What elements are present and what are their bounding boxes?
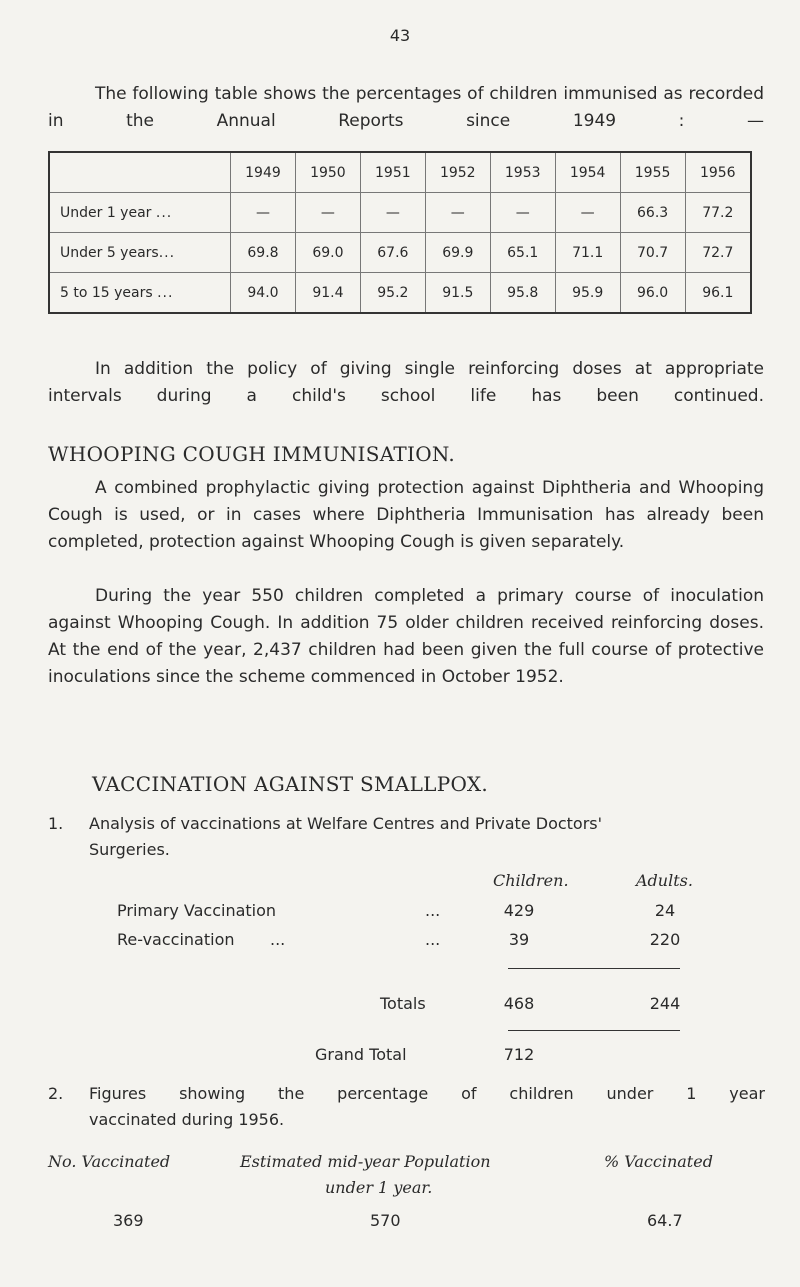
subtotal-rule [508, 968, 680, 969]
year-header: 1949 [231, 152, 296, 193]
table-corner-cell [49, 152, 231, 193]
leader-dots: ... [270, 930, 286, 949]
year-header: 1952 [425, 152, 490, 193]
section-2-text-line1: Figures showing the percentage of children under 1 year [89, 1084, 765, 1103]
value-number-vaccinated: 369 [113, 1211, 144, 1230]
table-cell: 95.2 [360, 273, 425, 314]
column-header-children: Children. [493, 871, 569, 890]
policy-paragraph: In addition the policy of giving single reinforcing doses at appropriate intervals during a child's school life has been continued. [48, 359, 764, 406]
primary-adults-value: 24 [654, 901, 676, 920]
totals-children-value: 468 [503, 994, 535, 1013]
section-2-text-line2: vaccinated during 1956. [89, 1110, 285, 1129]
year-header: 1956 [685, 152, 751, 193]
table-cell: 77.2 [685, 193, 751, 233]
table-cell: 66.3 [620, 193, 685, 233]
table-cell: — [425, 193, 490, 233]
leader-dots: ... [157, 284, 174, 301]
column-header-adults: Adults. [636, 871, 693, 890]
table-cell: 69.8 [231, 233, 296, 273]
value-estimated-population: 570 [370, 1211, 401, 1230]
header-number-vaccinated: No. Vaccinated [48, 1152, 171, 1171]
table-row [49, 273, 751, 314]
table-cell: 65.1 [490, 233, 555, 273]
year-header: 1953 [490, 152, 555, 193]
year-header: 1951 [360, 152, 425, 193]
table-cell: 71.1 [555, 233, 620, 273]
table-cell: 69.9 [425, 233, 490, 273]
table-cell: 96.0 [620, 273, 685, 314]
whooping-heading: WHOOPING COUGH IMMUNISATION. [48, 442, 456, 466]
row-label-text: Under 5 years [60, 244, 159, 261]
primary-children-value: 429 [503, 901, 535, 920]
table-row [49, 193, 751, 233]
table-cell: 96.1 [685, 273, 751, 314]
whooping-paragraph-2: During the year 550 children completed a primary course of inoculation against Whooping Cough. In addition 75 older children received reinforcing doses. At the end of the year, 2,437 children had been given the full course of protective inoculations since the scheme commenced in October 1952. [48, 586, 764, 687]
header-estimated-population: Estimated mid-year Population [240, 1152, 491, 1171]
table-cell: 69.0 [295, 233, 360, 273]
smallpox-heading: VACCINATION AGAINST SMALLPOX. [92, 772, 489, 796]
grand-total-value: 712 [503, 1045, 535, 1064]
table-cell: 70.7 [620, 233, 685, 273]
year-header: 1955 [620, 152, 685, 193]
header-percent-vaccinated: % Vaccinated [604, 1152, 713, 1171]
year-header: 1954 [555, 152, 620, 193]
row-label [49, 193, 231, 233]
primary-vaccination-label: Primary Vaccination [117, 901, 277, 920]
page-number: 43 [389, 26, 411, 45]
grand-total-label: Grand Total [315, 1045, 407, 1064]
value-percent-vaccinated: 64.7 [647, 1211, 683, 1230]
section-2-number: 2. [48, 1084, 64, 1103]
leader-dots: ... [425, 930, 441, 949]
section-1-number: 1. [48, 814, 64, 833]
row-label-text: Under 1 year [60, 204, 152, 221]
table-cell: — [295, 193, 360, 233]
totals-label: Totals [380, 994, 426, 1013]
leader-dots: ... [158, 244, 176, 261]
year-header: 1950 [295, 152, 360, 193]
row-label-text: 5 to 15 years [60, 284, 153, 301]
table-header-row [49, 152, 751, 193]
table-cell: 95.8 [490, 273, 555, 314]
table-cell: — [490, 193, 555, 233]
revaccination-children-value: 39 [508, 930, 530, 949]
section-1-text-line2: Surgeries. [89, 840, 170, 859]
table-cell: — [555, 193, 620, 233]
table-cell: 94.0 [231, 273, 296, 314]
table-cell: 95.9 [555, 273, 620, 314]
table-cell: 91.4 [295, 273, 360, 314]
row-label [49, 233, 231, 273]
table-cell: 91.5 [425, 273, 490, 314]
immunisation-table [48, 151, 752, 314]
leader-dots: ... [425, 901, 441, 920]
table-cell: 67.6 [360, 233, 425, 273]
table-cell: 72.7 [685, 233, 751, 273]
total-rule [508, 1030, 680, 1031]
row-label [49, 273, 231, 314]
section-1-text-line1: Analysis of vaccinations at Welfare Centres and Private Doctors' [89, 814, 603, 833]
table-row [49, 233, 751, 273]
revaccination-label: Re-vaccination [117, 930, 235, 949]
revaccination-adults-value: 220 [649, 930, 681, 949]
whooping-paragraph-1: A combined prophylactic giving protection against Diphtheria and Whooping Cough is used, or in cases where Diphtheria Immunisation has already been completed, protection against Whooping Cough is given separately. [48, 478, 764, 552]
table-cell: — [360, 193, 425, 233]
intro-paragraph: The following table shows the percentages of children immunised as recorded in the Annual Reports since 1949 : — [48, 84, 764, 131]
totals-adults-value: 244 [649, 994, 681, 1013]
leader-dots: ... [155, 204, 173, 221]
header-estimated-population-line2: under 1 year. [325, 1178, 433, 1197]
table-cell: — [231, 193, 296, 233]
